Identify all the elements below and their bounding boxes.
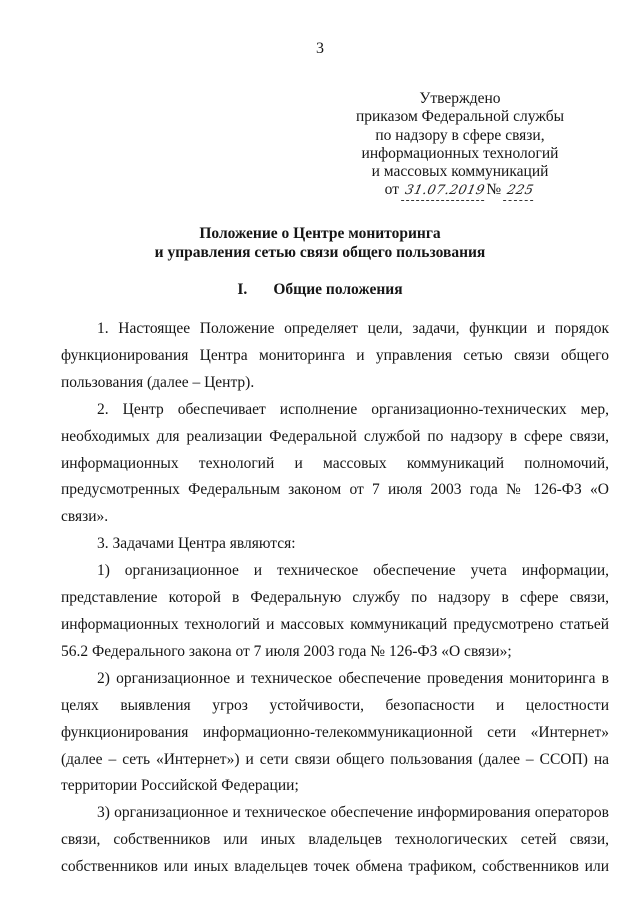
- paragraph: 2) организационное и техническое обеспечение проведения мониторинга в целях выявления угроз устойчивости, безопасности и целостности функционирования информационно-телекоммуникационной сети «Интернет» (далее – сеть «Интернет») и сети связи общего пользования (далее – ССОП) на территории Российской Федерации;: [61, 669, 609, 795]
- paragraph: 3. Задачами Центра являются:: [97, 535, 296, 553]
- handwritten-date: 31.07.2019: [401, 182, 489, 201]
- approval-line: приказом Федеральной службы: [355, 108, 565, 126]
- approval-line: информационных технологий: [361, 144, 559, 162]
- paragraph: 3) организационное и техническое обеспечение информирования операторов связи, собственников или иных владельцев технологических сетей связи, собственников или иных владельцев точек обмена трафиком, собственников или: [61, 804, 609, 876]
- section-number: I.: [237, 281, 248, 298]
- page-number: 3: [316, 40, 324, 57]
- approval-block: [350, 90, 570, 202]
- document-title: [0, 224, 640, 262]
- paragraph: 1. Настоящее Положение определяет цели, задачи, функции и порядок функционирования Центра мониторинга и управления сетью связи общего пользования (далее – Центр).: [61, 320, 609, 391]
- paragraph: 2. Центр обеспечивает исполнение организационно-технических мер, необходимых для реализации Федеральной службой по надзору в сфере связи, информационных технологий и массовых коммуникаций полномочий, предусмотренных Федеральным законом от 7 июля 2003 года № 126-ФЗ «О связи».: [61, 400, 609, 526]
- paragraph: 1) организационное и техническое обеспечение учета информации, представление которой в Федеральную службу по надзору в сфере связи, информационных технологий и массовых коммуникаций предусмотрено статьей 56.2 Федерального закона от 7 июля 2003 года № 126-ФЗ «О связи»;: [61, 562, 609, 660]
- section-title: Общие положения: [273, 281, 403, 298]
- date-prefix: от: [384, 181, 399, 199]
- handwritten-order-number: 225: [503, 182, 537, 201]
- approval-line: и массовых коммуникаций: [371, 163, 549, 181]
- title-line-2: и управления сетью связи общего пользования: [154, 244, 486, 261]
- approval-line: Утверждено: [419, 90, 501, 107]
- document-body: [61, 316, 609, 881]
- number-sign: №: [486, 181, 502, 199]
- title-line-1: Положение о Центре мониторинга: [199, 225, 441, 242]
- approval-line: по надзору в сфере связи,: [375, 126, 545, 144]
- approval-date-line: [350, 181, 570, 201]
- section-heading: [0, 281, 640, 299]
